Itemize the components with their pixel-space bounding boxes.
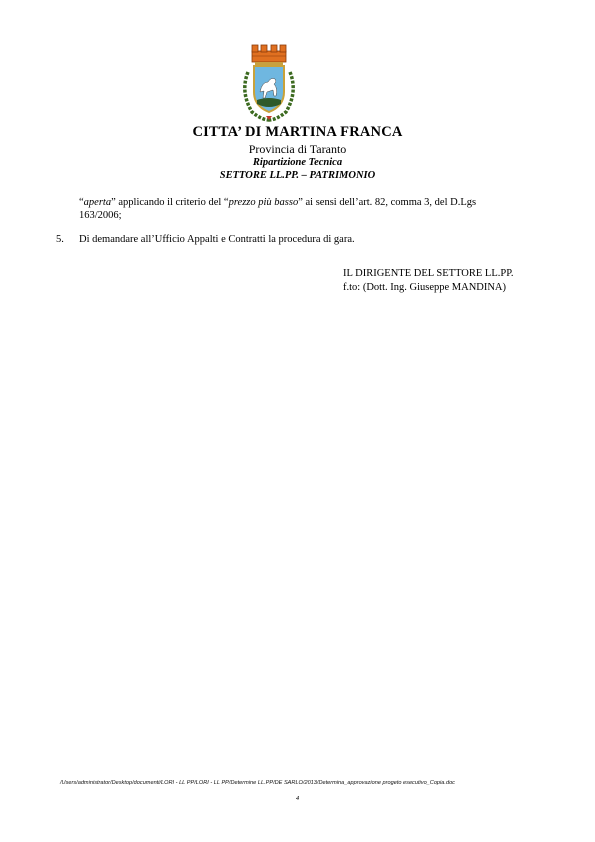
lowest-price-term: prezzo più basso [228, 197, 299, 208]
list-item-number: 5. [56, 234, 64, 245]
footer-file-path: /Users/administrator/Desktop/documenti/LORI - LL PP/LORI - LL PP/Determine LL.PP/DE SARLO/2013/Determina_approvazione progeto esecutivo_Copia.doc [60, 780, 455, 786]
signature-name: f.to: (Dott. Ing. Giuseppe MANDINA) [343, 282, 507, 293]
page-number: 4 [295, 796, 300, 802]
province-label: Provincia di Taranto [248, 142, 347, 156]
aperta-term: aperta [83, 197, 112, 208]
paragraph-procedure [79, 197, 509, 222]
signature-title: IL DIRIGENTE DEL SETTORE LL.PP. [343, 268, 514, 279]
sector-label: SETTORE LL.PP. – PATRIMONIO [219, 170, 376, 181]
city-title: CITTA’ DI MARTINA FRANCA [192, 124, 403, 140]
city-coat-of-arms-icon [238, 42, 300, 122]
list-item-text: Di demandare all’Ufficio Appalti e Contratti la procedura di gara. [79, 234, 355, 245]
open-quote: “ [79, 197, 84, 208]
division-label: Ripartizione Tecnica [252, 157, 343, 168]
paragraph-text-2: ” ai sensi dell’art. 82, comma 3, del D.Lgs 163/2006; [79, 197, 477, 221]
paragraph-text-1: ” applicando il criterio del “ [111, 197, 229, 208]
